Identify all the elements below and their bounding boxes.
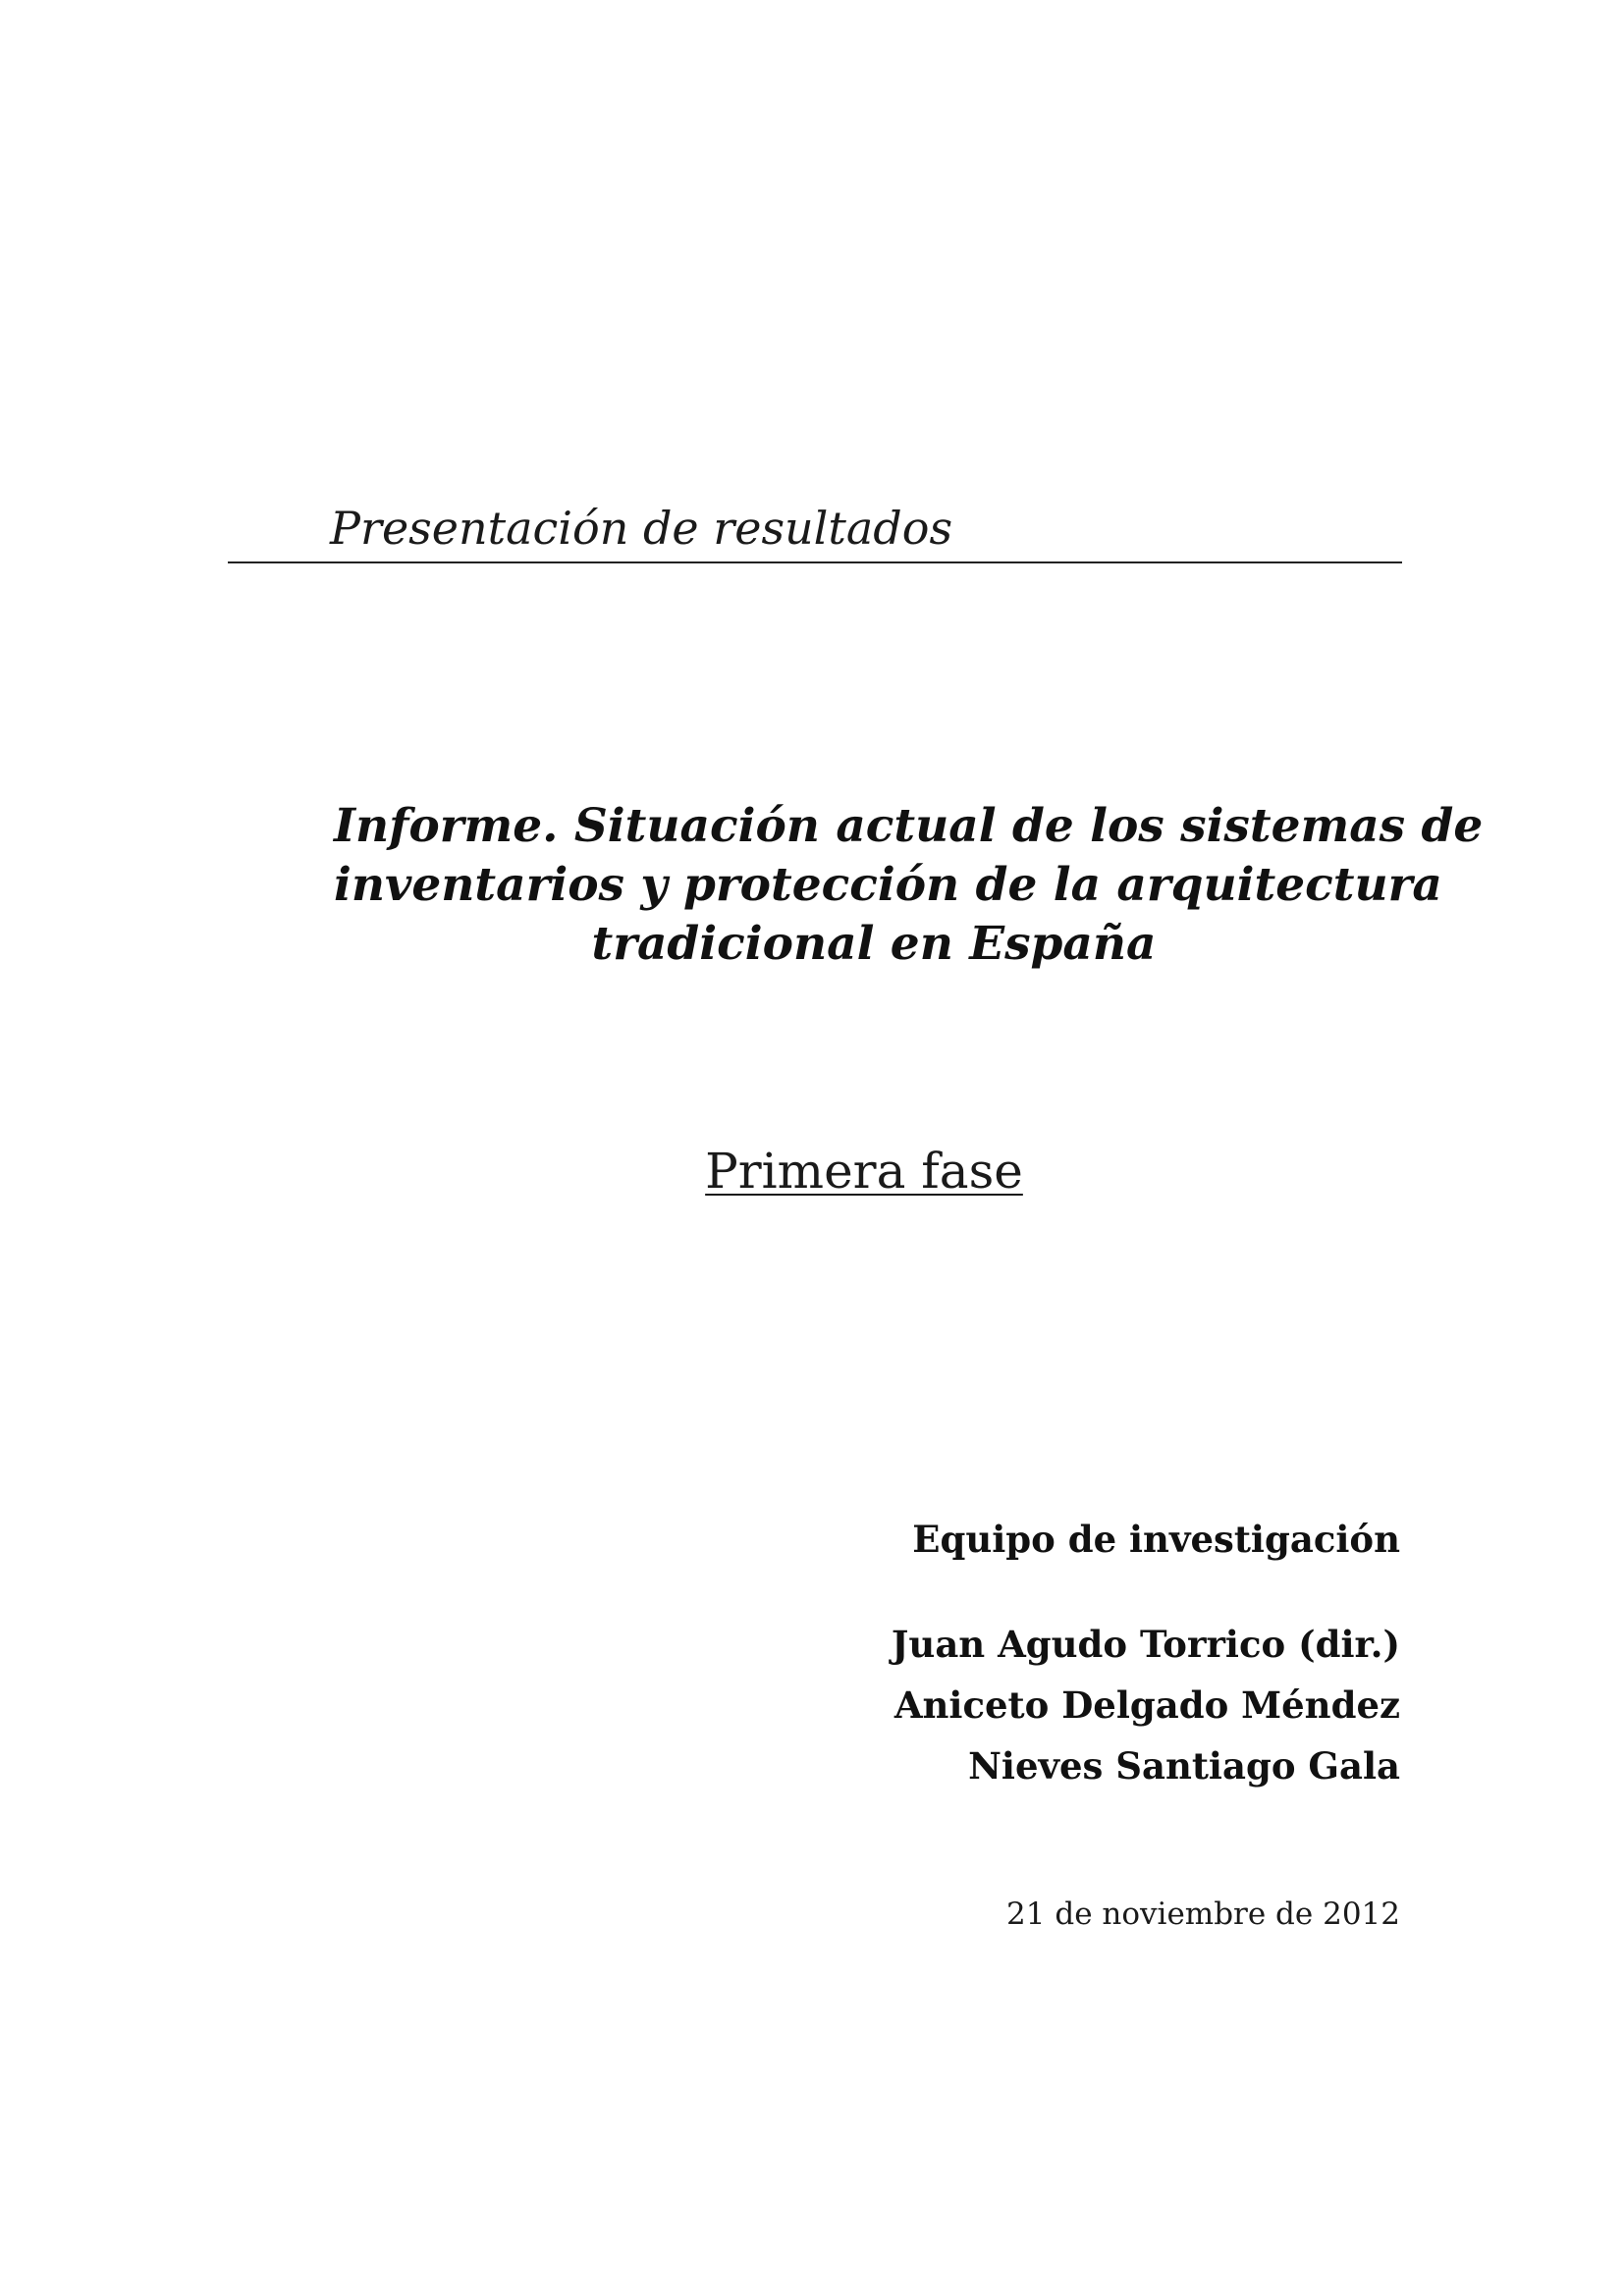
team-members (516, 1614, 1400, 1796)
phase-label: Primera fase (705, 1143, 1023, 1200)
header-divider (228, 561, 1402, 563)
report-title-line: tradicional en España (591, 917, 1157, 971)
report-title-line: Informe. Situación actual de los sistemas de (334, 799, 1484, 853)
phase-heading (530, 1139, 1198, 1203)
team-member: Nieves Santiago Gala (968, 1744, 1400, 1788)
team-heading: Equipo de investigación (912, 1518, 1400, 1561)
report-title-line: inventarios y protección de la arquitectura (334, 858, 1442, 912)
team-member: Juan Agudo Torrico (dir.) (891, 1623, 1400, 1666)
document-date: 21 de noviembre de 2012 (1006, 1896, 1400, 1932)
team-member: Aniceto Delgado Méndez (893, 1683, 1400, 1727)
research-team (516, 1510, 1400, 1796)
report-title (334, 797, 1484, 974)
section-label: Presentación de resultados (330, 502, 953, 555)
